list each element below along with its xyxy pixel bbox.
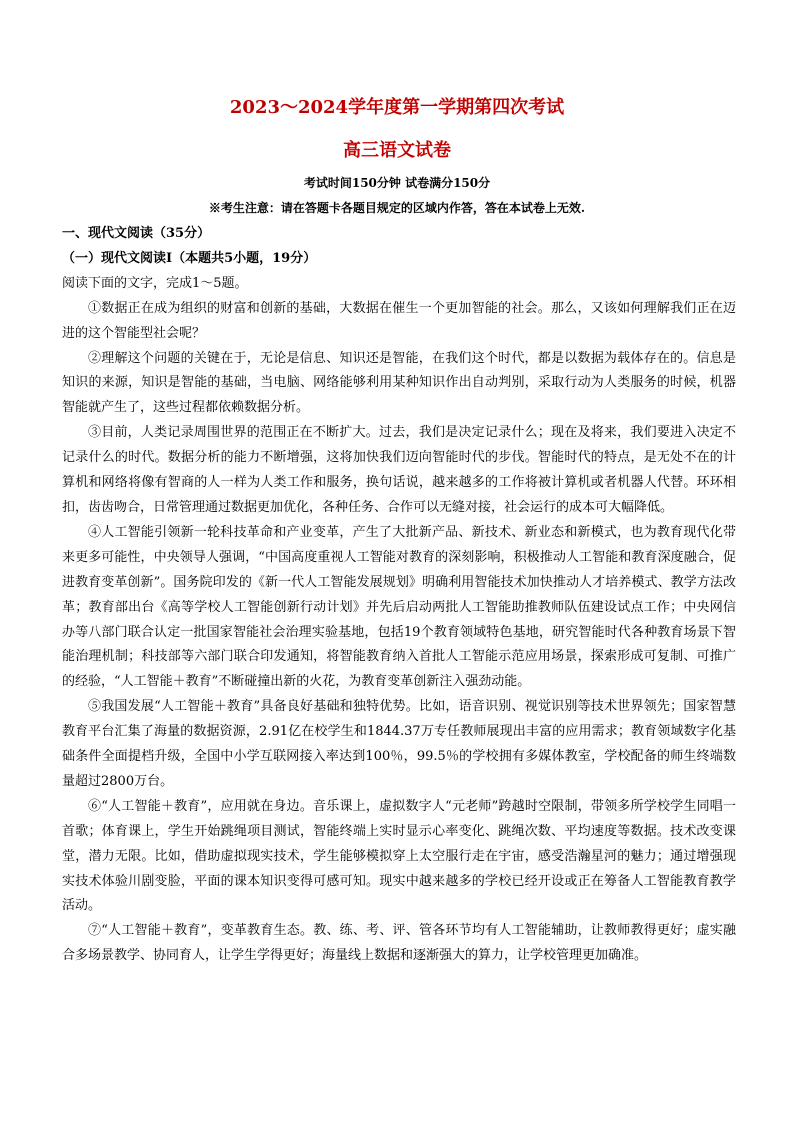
- exam-body: [62, 222, 736, 969]
- paragraph-4: ④人工智能引领新一轮科技革命和产业变革，产生了大批新产品、新技术、新业态和新模式，也为教育现代化带来更多可能性，中央领导人强调，“中国高度重视人工智能对教育的深刻影响，积极推动人工智能和教育深度融合，促进教育变革创新”。国务院印发的《新一代人工智能发展规划》明确利用智能技术加快推动人才培养模式、教学方法改革；教育部出台《高等学校人工智能创新行动计划》并先后启动两批人工智能助推教师队伍建设试点工作；中央网信办等八部门联合认定一批国家智能社会治理实验基地，包括19个教育领域特色基地，研究智能时代各种教育场景下智能治理机制；科技部等六部门联合印发通知，将智能教育纳入首批人工智能示范应用场景，探索形成可复制、可推广的经验，“人工智能＋教育”不断碰撞出新的火花，为教育变革创新注入强劲动能。: [62, 524, 736, 690]
- paragraph-7: ⑦“人工智能＋教育”，变革教育生态。教、练、考、评、管各环节均有人工智能辅助，让教师教得更好；虚实融合多场景教学、协同育人，让学生学得更好；海量线上数据和逐渐强大的算力，让学校管理更加确准。: [62, 923, 736, 964]
- section-title: 一、现代文阅读（35分）: [62, 226, 211, 241]
- reading-instruction: 阅读下面的文字，完成1～5题。: [62, 275, 248, 291]
- paragraph-1: ①数据正在成为组织的财富和创新的基础，大数据在催生一个更加智能的社会。那么，又该如何理解我们正在迈进的这个智能型社会呢？: [62, 300, 736, 341]
- paragraph-6: ⑥“人工智能＋教育”，应用就在身边。音乐课上，虚拟数字人“元老师”跨越时空限制，带领多所学校学生同唱一首歌；体育课上，学生开始跳绳项目测试，智能终端上实时显示心率变化、跳绳次数、平均速度等数据。技术改变课堂，潜力无限。比如，借助虚拟现实技术，学生能够模拟穿上太空服行走在宇宙，感受浩瀚星河的魅力；通过增强现实技术体验川剧变脸，平面的课本知识变得可感可知。现实中越来越多的学校已经开设或正在筹备人工智能教育教学活动。: [62, 798, 736, 914]
- exam-subtitle: 高三语文试卷: [343, 140, 451, 161]
- exam-title: 2023～2024学年度第一学期第四次考试: [229, 97, 565, 118]
- paragraph-2: ②理解这个问题的关键在于，无论是信息、知识还是智能，在我们这个时代，都是以数据为载体存在的。信息是知识的来源，知识是智能的基础，当电脑、网络能够利用某种知识作出自动判别，采取行动为人类服务的时候，机器智能就产生了，这些过程都依赖数据分析。: [62, 350, 736, 416]
- exam-time-info: 考试时间150分钟 试卷满分150分: [303, 176, 491, 190]
- paragraph-3: ③目前，人类记录周围世界的范围正在不断扩大。过去，我们是决定记录什么；现在及将来，我们要进入决定不记录什么的时代。数据分析的能力不断增强，这将加快我们迈向智能时代的步伐。智能时代的特点，是无处不在的计算机和网络将像有智商的人一样为人类工作和服务，换句话说，越来越多的工作将被计算机或者机器人代替。环环相扣，齿齿吻合，日常管理通过数据更加优化，各种任务、合作可以无缝对接，社会运行的成本可大幅降低。: [62, 425, 736, 515]
- paragraph-5: ⑤我国发展“人工智能＋教育”具备良好基础和独特优势。比如，语音识别、视觉识别等技术世界领先；国家智慧教育平台汇集了海量的数据资源，2.91亿在校学生和1844.37万专任教师展现出丰富的应用需求；教育领域数字化基础条件全面提档升级，全国中小学互联网接入率达到100％，99.5％的学校拥有多媒体教室，学校配备的师生终端数量超过2800万台。: [62, 699, 736, 789]
- exam-notice: ※考生注意：请在答题卡各题目规定的区域内作答，答在本试卷上无效.: [208, 201, 586, 215]
- subsection-title: （一）现代文阅读Ⅰ（本题共5小题，19分）: [62, 250, 317, 266]
